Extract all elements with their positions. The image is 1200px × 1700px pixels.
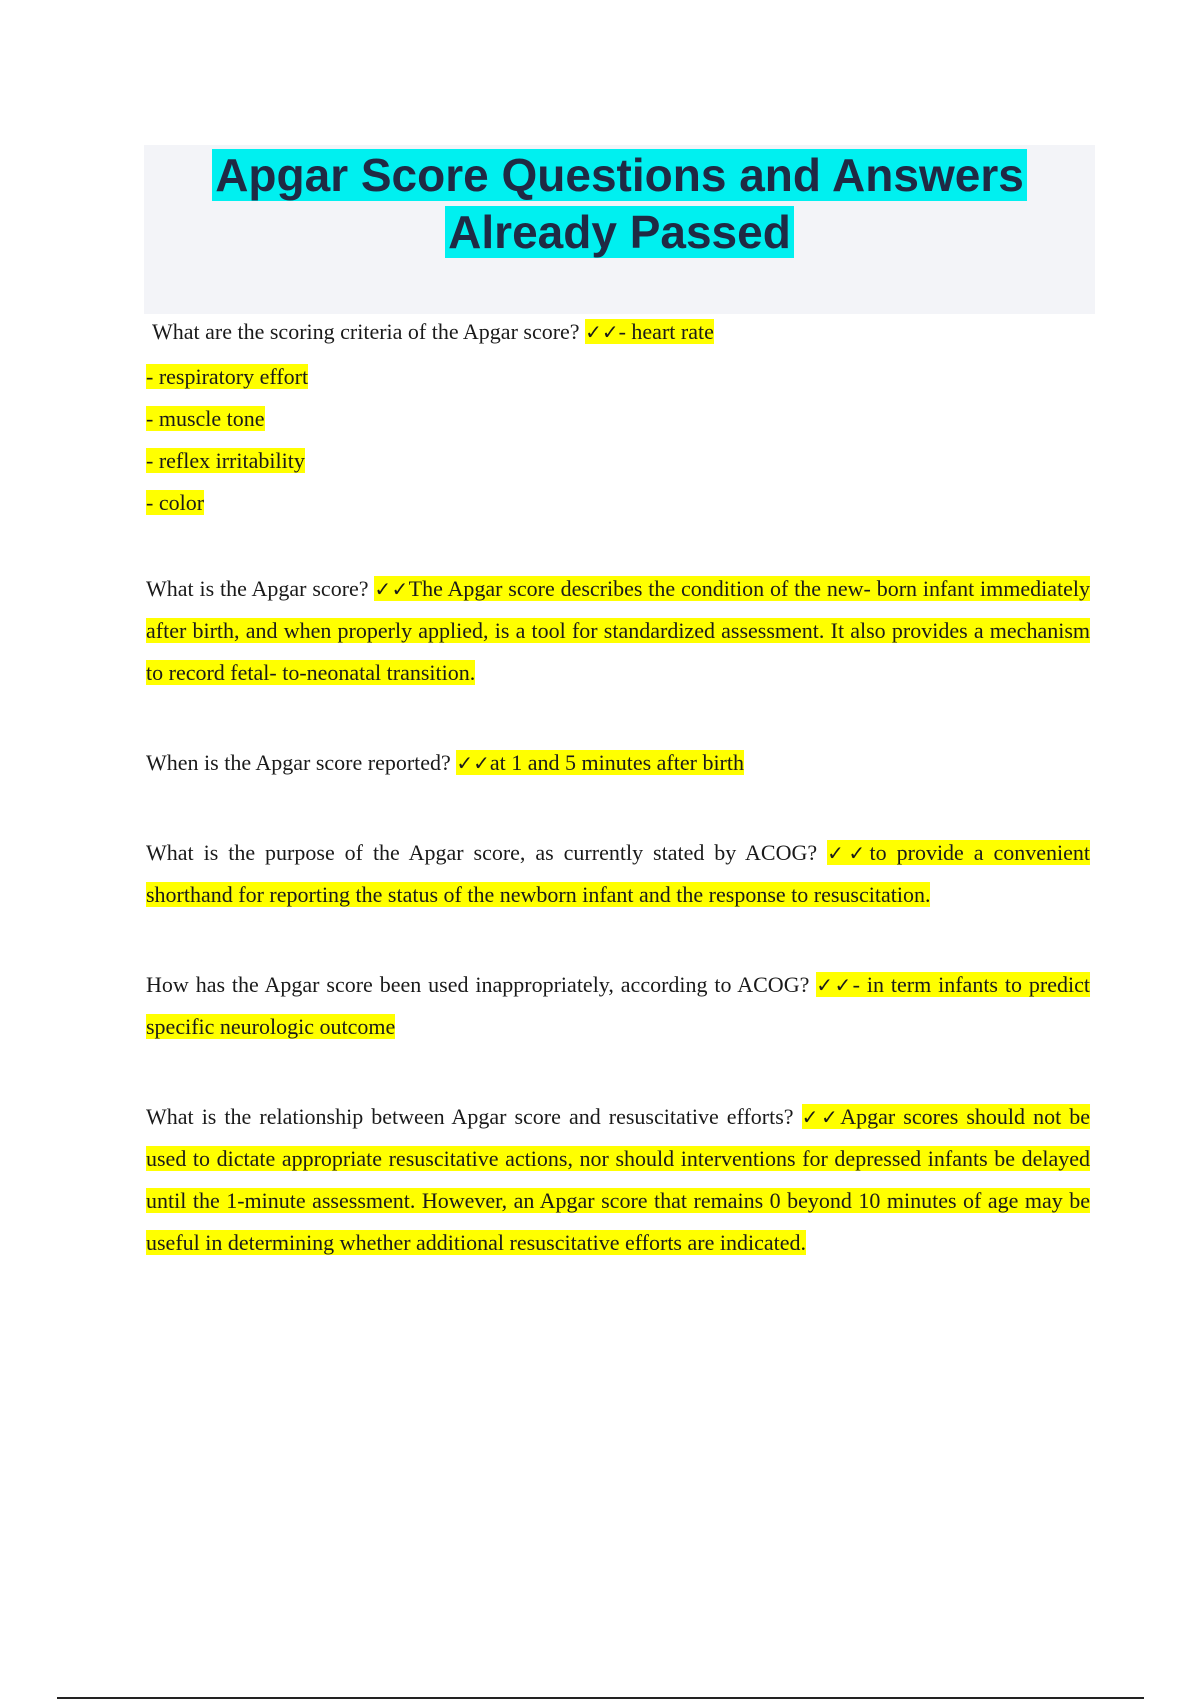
qa1-answer-first (585, 319, 714, 344)
qa5-block (146, 964, 1090, 1048)
qa1-answer-item: - color (146, 490, 205, 515)
qa4-answer: ✓✓to provide a convenient shorthand for reporting the status of the newborn infant and the response to resuscitation. (146, 840, 1091, 907)
qa1-answer-item: - reflex irritability (146, 448, 305, 473)
qa4-block (146, 832, 1090, 916)
qa2-block (146, 568, 1090, 694)
page-title (144, 145, 1095, 261)
check-marks-icon: ✓✓ (827, 841, 870, 865)
qa1-answer-item: - respiratory effort (146, 364, 309, 389)
qa1-answer-first-text: - heart rate (618, 319, 714, 344)
qa5-answer: ✓✓- in term infants to predict specific neurologic outcome (146, 972, 1091, 1039)
title-line-2: Already Passed (445, 206, 794, 258)
qa3-block (146, 742, 1090, 784)
qa2-answer: ✓✓The Apgar score describes the condition of the new- born infant immediately after birth, and when properly applied, is a tool for standardized assessment. It also provides a mechanism to record fetal- to-neonatal transition. (146, 576, 1091, 685)
title-line-1: Apgar Score Questions and Answers (212, 149, 1027, 201)
check-marks-icon: ✓✓ (456, 751, 490, 775)
check-marks-icon: ✓✓ (374, 577, 409, 601)
qa6-question: What is the relationship between Apgar score and resuscitative efforts? (146, 1104, 794, 1129)
qa3-answer: ✓✓at 1 and 5 minutes after birth (456, 750, 744, 775)
qa1-question: What are the scoring criteria of the Apgar score? (152, 319, 580, 344)
qa2-question: What is the Apgar score? (146, 576, 369, 601)
qa1-answer-item: - muscle tone (146, 406, 265, 431)
footer-divider (57, 1697, 1144, 1699)
check-marks-icon: ✓✓ (816, 973, 853, 997)
qa1-question-line (152, 317, 714, 347)
title-banner (144, 145, 1095, 314)
qa4-question: What is the purpose of the Apgar score, as currently stated by ACOG? (146, 840, 818, 865)
qa5-question: How has the Apgar score been used inappropriately, according to ACOG? (146, 972, 810, 997)
check-marks-icon: ✓✓ (801, 1105, 841, 1129)
qa6-answer: ✓✓Apgar scores should not be used to dictate appropriate resuscitative actions, nor should interventions for depressed infants be delayed until the 1-minute assessment. However, an Apgar score that remains 0 beyond 10 minutes of age may be useful in determining whether additional resuscitative efforts are indicated. (146, 1104, 1091, 1255)
qa3-question: When is the Apgar score reported? (146, 750, 451, 775)
qa6-block (146, 1096, 1090, 1264)
check-marks-icon: ✓✓ (585, 320, 619, 344)
